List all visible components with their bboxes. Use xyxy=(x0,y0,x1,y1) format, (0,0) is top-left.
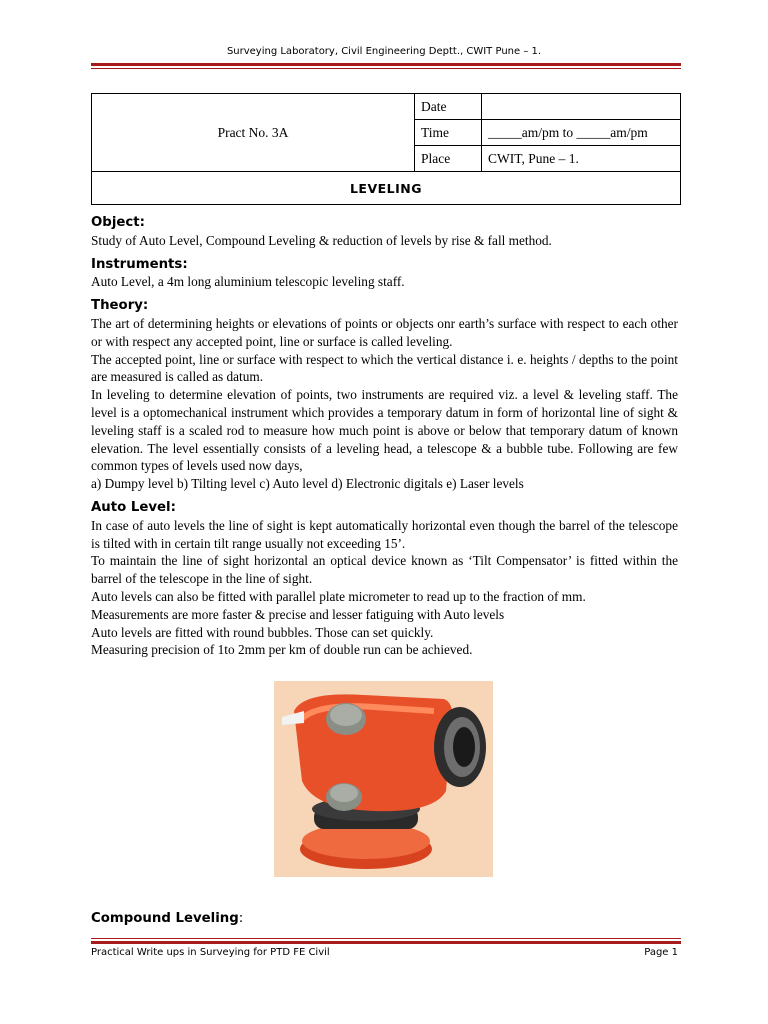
object-text: Study of Auto Level, Compound Leveling & reduction of levels by rise & fall method. xyxy=(91,232,552,248)
date-value xyxy=(482,94,681,120)
object-heading: Object: xyxy=(91,215,145,230)
page-header: Surveying Laboratory, Civil Engineering Deptt., CWIT Pune – 1. xyxy=(226,46,542,57)
compound-leveling-colon: : xyxy=(238,911,244,926)
instruments-heading: Instruments: xyxy=(91,256,188,272)
auto-level-paragraph: Auto levels are fitted with round bubbles. Those can set quickly. xyxy=(91,624,434,640)
theory-heading: Theory: xyxy=(91,298,149,314)
page-number: Page 1 xyxy=(644,947,678,958)
time-value: _____am/pm to _____am/pm xyxy=(482,120,681,146)
auto-level-paragraph: To maintain the line of sight horizontal an optical device known as ‘Tilt Compensator’ is fitted within the barrel of the telescope in the line of sight. xyxy=(91,553,678,587)
auto-level-paragraph: Measurements are more faster & precise and lesser fatiguing with Auto levels xyxy=(91,606,505,622)
practical-title: LEVELING xyxy=(92,172,681,205)
footer-rule xyxy=(91,938,681,944)
auto-level-paragraph: In case of auto levels the line of sight is kept automatically horizontal even though the barrel of the telescope is tilted with in certain tilt range usually not exceeding 15’. xyxy=(91,517,678,551)
auto-level-image xyxy=(274,681,493,877)
level-types-list: a) Dumpy level b) Tilting level c) Auto level d) Electronic digitals e) Laser levels xyxy=(91,476,524,492)
place-label: Place xyxy=(415,146,482,172)
time-label: Time xyxy=(415,120,482,146)
theory-paragraph: In leveling to determine elevation of points, two instruments are required viz. a level & leveling staff. The level is a optomechanical instrument which provides a temporary datum in form of horizontal line of sight & leveling staff is a scaled rod to measure how much point is above or below that temporary datum of known elevation. The level essentially consists of a leveling head, a telescope & a bubble tube. Following are few common types of levels used now days, xyxy=(91,387,678,474)
instruments-text: Auto Level, a 4m long aluminium telescopic leveling staff. xyxy=(91,274,405,290)
practical-info-table xyxy=(91,93,681,205)
practical-number: Pract No. 3A xyxy=(92,94,415,172)
auto-level-heading: Auto Level: xyxy=(91,499,176,515)
date-label: Date xyxy=(415,94,482,120)
compound-leveling-heading xyxy=(91,911,243,926)
header-rule xyxy=(91,63,681,69)
place-value: CWIT, Pune – 1. xyxy=(482,146,681,172)
auto-level-paragraph: Measuring precision of 1to 2mm per km of double run can be achieved. xyxy=(91,642,473,658)
theory-paragraph: The accepted point, line or surface with respect to which the vertical distance i. e. heights / depths to the point are measured is called as datum. xyxy=(91,351,678,385)
auto-level-instrument-icon xyxy=(274,681,493,877)
theory-paragraph: The art of determining heights or elevations of points or objects onr earth’s surface with respect to each other or with respect any accepted point, line or surface is called leveling. xyxy=(91,315,678,349)
compound-leveling-title: Compound Leveling xyxy=(91,911,239,926)
auto-level-paragraph: Auto levels can also be fitted with parallel plate micrometer to read up to the fraction of mm. xyxy=(91,588,586,604)
document-body xyxy=(91,214,678,659)
footer-course-text: Practical Write ups in Surveying for PTD FE Civil xyxy=(91,947,330,958)
